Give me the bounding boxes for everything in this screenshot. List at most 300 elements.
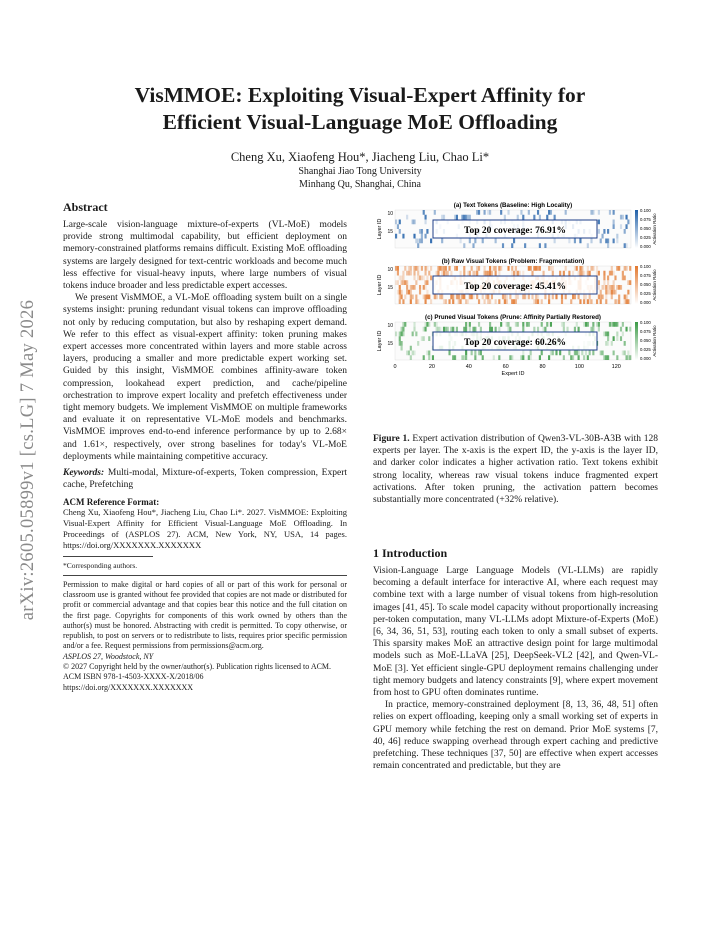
activation-cell (548, 266, 550, 271)
activation-cell (484, 299, 486, 304)
activation-cell (566, 327, 568, 332)
activation-cell (413, 276, 415, 281)
activation-cell (622, 271, 624, 276)
colorbar-tick: 0.075 (640, 273, 651, 279)
activation-cell (410, 266, 412, 271)
activation-cell (417, 271, 419, 276)
activation-cell (410, 290, 412, 295)
x-tick-label: 120 (611, 364, 621, 370)
activation-cell (430, 276, 432, 281)
figure-caption (373, 433, 658, 506)
activation-cell (515, 266, 517, 271)
activation-cell (576, 351, 578, 356)
activation-cell (397, 266, 399, 271)
activation-cell (589, 351, 591, 356)
copyright: © 2027 Copyright held by the owner/author(s). Publication rights licensed to ACM. (63, 662, 332, 672)
activation-cell (572, 295, 574, 300)
activation-cell (614, 276, 616, 281)
activation-cell (454, 266, 456, 271)
colorbar-label-0: Activation Ratio (652, 213, 657, 245)
activation-cell (565, 266, 567, 271)
activation-cell (539, 266, 541, 271)
activation-cell (507, 210, 509, 215)
activation-cell (406, 271, 408, 276)
activation-cell (493, 266, 495, 271)
activation-cell (417, 266, 419, 271)
y-axis-label-1: Layer ID (377, 274, 383, 296)
figure-expert-activation (373, 200, 658, 395)
y-axis-label-0: Layer ID (377, 218, 383, 240)
activation-cell (474, 271, 476, 276)
activation-cell (402, 234, 404, 239)
activation-cell (605, 355, 607, 360)
activation-cell (443, 266, 445, 271)
colorbar-0 (635, 210, 638, 248)
introduction-heading: 1 Introduction (373, 546, 448, 560)
activation-cell (602, 234, 604, 239)
activation-cell (467, 271, 469, 276)
activation-cell (419, 229, 421, 234)
activation-cell (537, 210, 539, 215)
activation-cell (616, 299, 618, 304)
coverage-label-2: Top 20 coverage: 60.26% (463, 338, 567, 348)
activation-cell (611, 271, 613, 276)
activation-cell (426, 290, 428, 295)
x-tick-label: 100 (574, 364, 584, 370)
activation-cell (430, 239, 432, 244)
activation-cell (596, 322, 598, 327)
activation-cell (500, 210, 502, 215)
activation-cell (611, 322, 613, 327)
activation-cell (578, 271, 580, 276)
activation-cell (629, 266, 631, 271)
activation-cell (448, 266, 450, 271)
activation-cell (474, 355, 476, 360)
venue: ASPLOS 27, Woodstock, NY (63, 651, 154, 661)
activation-cell (452, 355, 454, 360)
activation-cell (495, 327, 497, 332)
activation-cell (410, 346, 412, 351)
activation-cell (423, 295, 425, 300)
activation-cell (401, 280, 403, 285)
activation-cell (401, 346, 403, 351)
activation-cell (605, 290, 607, 295)
activation-cell (578, 327, 580, 332)
activation-cell (487, 295, 489, 300)
activation-cell (530, 351, 532, 356)
activation-cell (507, 322, 509, 327)
activation-cell (589, 299, 591, 304)
activation-cell (491, 295, 493, 300)
activation-cell (406, 290, 408, 295)
activation-cell (522, 355, 524, 360)
activation-cell (469, 271, 471, 276)
y-tick-label: 10 (387, 323, 393, 329)
activation-cell (489, 299, 491, 304)
activation-cell (428, 295, 430, 300)
activation-cell (579, 299, 581, 304)
activation-cell (476, 266, 478, 271)
activation-cell (614, 299, 616, 304)
activation-cell (463, 327, 465, 332)
activation-cell (627, 290, 629, 295)
colorbar-tick: 0.025 (640, 291, 651, 297)
activation-cell (519, 271, 521, 276)
activation-cell (491, 327, 493, 332)
activation-cell (404, 266, 406, 271)
activation-cell (613, 280, 615, 285)
activation-cell (408, 290, 410, 295)
activation-cell (423, 285, 425, 290)
activation-cell (541, 299, 543, 304)
activation-cell (474, 351, 476, 356)
activation-cell (622, 276, 624, 281)
activation-cell (430, 266, 432, 271)
activation-cell (515, 322, 517, 327)
activation-cell (574, 239, 576, 244)
activation-cell (600, 295, 602, 300)
activation-cell (531, 271, 533, 276)
activation-cell (472, 243, 474, 248)
activation-cell (618, 285, 620, 290)
colorbar-tick: 0.075 (640, 329, 651, 335)
activation-cell (498, 355, 500, 360)
activation-cell (408, 266, 410, 271)
activation-cell (485, 295, 487, 300)
activation-cell (399, 276, 401, 281)
activation-cell (583, 322, 585, 327)
x-tick-label: 40 (465, 364, 472, 370)
activation-cell (587, 299, 589, 304)
activation-cell (537, 266, 539, 271)
activation-cell (622, 215, 624, 220)
activation-cell (478, 299, 480, 304)
activation-cell (421, 239, 423, 244)
activation-cell (487, 271, 489, 276)
activation-cell (603, 285, 605, 290)
activation-cell (517, 215, 519, 220)
activation-cell (537, 295, 539, 300)
activation-cell (410, 299, 412, 304)
activation-cell (611, 295, 613, 300)
colorbar-tick: 0.050 (640, 338, 651, 344)
activation-cell (500, 266, 502, 271)
left-column (63, 200, 347, 693)
activation-cell (419, 285, 421, 290)
activation-cell (413, 271, 415, 276)
activation-cell (607, 332, 609, 337)
y-axis-label-2: Layer ID (377, 330, 383, 352)
activation-cell (572, 355, 574, 360)
activation-cell (524, 295, 526, 300)
activation-cell (600, 299, 602, 304)
activation-cell (568, 239, 570, 244)
activation-cell (489, 210, 491, 215)
activation-cell (603, 271, 605, 276)
activation-cell (528, 295, 530, 300)
activation-cell (472, 271, 474, 276)
activation-cell (434, 210, 436, 215)
activation-cell (559, 271, 561, 276)
activation-cell (613, 351, 615, 356)
activation-cell (469, 215, 471, 220)
activation-cell (415, 239, 417, 244)
activation-cell (578, 351, 580, 356)
activation-cell (517, 295, 519, 300)
caption-label: Figure 1. (373, 434, 410, 444)
activation-cell (592, 210, 594, 215)
colorbar-tick: 0.075 (640, 217, 651, 223)
activation-cell (402, 322, 404, 327)
activation-cell (603, 280, 605, 285)
abstract-paragraph-1: Large-scale vision-language mixture-of-experts (VL-MoE) models provide strong multimodal capability, but efficient deployment on memory-constrained platforms remains difficult. Existing MoE offloading systems are largely designed for text-centric workloads and become much less effective for visual-heavy inputs, where large numbers of visual tokens induce broader and less predictable expert accesses. (63, 220, 347, 292)
activation-cell (629, 327, 631, 332)
activation-cell (627, 351, 629, 356)
activation-cell (401, 327, 403, 332)
activation-cell (395, 234, 397, 239)
activation-cell (399, 332, 401, 337)
activation-cell (548, 295, 550, 300)
activation-cell (602, 295, 604, 300)
activation-cell (417, 243, 419, 248)
activation-cell (563, 271, 565, 276)
activation-cell (596, 266, 598, 271)
activation-cell (603, 229, 605, 234)
isbn: ACM ISBN 978-1-4503-XXXX-X/2018/06 (63, 672, 204, 682)
activation-cell (598, 285, 600, 290)
activation-cell (489, 327, 491, 332)
activation-cell (439, 295, 441, 300)
activation-cell (450, 327, 452, 332)
activation-cell (583, 295, 585, 300)
activation-cell (417, 341, 419, 346)
activation-cell (563, 327, 565, 332)
activation-cell (406, 215, 408, 220)
activation-cell (401, 332, 403, 337)
activation-cell (425, 295, 427, 300)
activation-cell (622, 322, 624, 327)
activation-cell (605, 295, 607, 300)
activation-cell (441, 215, 443, 220)
activation-cell (415, 280, 417, 285)
activation-cell (561, 322, 563, 327)
activation-cell (598, 210, 600, 215)
activation-cell (421, 336, 423, 341)
activation-cell (423, 336, 425, 341)
activation-cell (613, 210, 615, 215)
activation-cell (546, 322, 548, 327)
activation-cell (613, 285, 615, 290)
paper-title (60, 82, 660, 136)
activation-cell (605, 341, 607, 346)
activation-cell (583, 271, 585, 276)
activation-cell (624, 243, 626, 248)
activation-cell (603, 332, 605, 337)
activation-cell (401, 276, 403, 281)
activation-cell (421, 266, 423, 271)
doi-link[interactable]: https://doi.org/XXXXXXX.XXXXXXX (63, 682, 194, 692)
activation-cell (465, 355, 467, 360)
activation-cell (484, 271, 486, 276)
activation-cell (395, 280, 397, 285)
activation-cell (443, 271, 445, 276)
activation-cell (539, 215, 541, 220)
activation-cell (406, 351, 408, 356)
activation-cell (625, 295, 627, 300)
activation-cell (463, 355, 465, 360)
activation-cell (487, 210, 489, 215)
activation-cell (509, 295, 511, 300)
activation-cell (498, 327, 500, 332)
activation-cell (482, 239, 484, 244)
activation-cell (607, 229, 609, 234)
activation-cell (522, 215, 524, 220)
activation-cell (613, 271, 615, 276)
activation-cell (472, 327, 474, 332)
x-tick-label: 20 (428, 364, 435, 370)
activation-cell (618, 299, 620, 304)
activation-cell (598, 280, 600, 285)
activation-cell (578, 295, 580, 300)
activation-cell (423, 276, 425, 281)
x-tick-label: 0 (393, 364, 397, 370)
x-axis-label: Expert ID (501, 371, 525, 377)
activation-cell (461, 295, 463, 300)
activation-cell (607, 290, 609, 295)
activation-cell (436, 327, 438, 332)
activation-cell (526, 322, 528, 327)
activation-cell (618, 295, 620, 300)
activation-cell (439, 266, 441, 271)
colorbar-label-1: Activation Ratio (652, 269, 657, 301)
affiliation-location: Minhang Qu, Shanghai, China (299, 179, 421, 190)
activation-cell (412, 332, 414, 337)
activation-cell (587, 271, 589, 276)
arxiv-identifier[interactable]: arXiv:2605.05899v1 [cs.LG] 7 May 2026 (18, 299, 38, 621)
activation-cell (561, 295, 563, 300)
activation-cell (607, 239, 609, 244)
activation-cell (412, 295, 414, 300)
colorbar-tick: 0.025 (640, 235, 651, 241)
activation-cell (399, 229, 401, 234)
activation-cell (401, 341, 403, 346)
activation-cell (447, 327, 449, 332)
permission-rule (63, 575, 347, 576)
coverage-label-1: Top 20 coverage: 45.41% (463, 282, 567, 292)
acm-reference-heading: ACM Reference Format: (63, 497, 160, 508)
activation-cell (629, 280, 631, 285)
activation-cell (415, 295, 417, 300)
activation-cell (425, 285, 427, 290)
affiliation-institution: Shanghai Jiao Tong University (298, 166, 422, 177)
activation-cell (408, 271, 410, 276)
activation-cell (524, 243, 526, 248)
activation-cell (460, 239, 462, 244)
activation-cell (613, 290, 615, 295)
colorbar-tick: 0.100 (640, 208, 651, 213)
activation-cell (415, 332, 417, 337)
activation-cell (436, 271, 438, 276)
panel-title-2: (c) Pruned Visual Tokens (Prune: Affinity Partially Restored) (425, 314, 601, 321)
activation-cell (395, 332, 397, 337)
activation-cell (609, 271, 611, 276)
activation-cell (576, 266, 578, 271)
activation-cell (625, 215, 627, 220)
activation-cell (423, 327, 425, 332)
activation-cell (432, 355, 434, 360)
activation-cell (417, 299, 419, 304)
activation-cell (590, 266, 592, 271)
activation-cell (493, 355, 495, 360)
activation-cell (428, 355, 430, 360)
activation-cell (625, 243, 627, 248)
activation-cell (460, 299, 462, 304)
activation-cell (572, 271, 574, 276)
activation-cell (450, 271, 452, 276)
activation-cell (421, 276, 423, 281)
activation-cell (616, 355, 618, 360)
activation-cell (624, 351, 626, 356)
activation-cell (443, 215, 445, 220)
activation-cell (517, 271, 519, 276)
activation-cell (625, 224, 627, 229)
activation-cell (413, 351, 415, 356)
activation-cell (552, 295, 554, 300)
activation-cell (589, 271, 591, 276)
activation-cell (539, 243, 541, 248)
activation-cell (550, 266, 552, 271)
activation-cell (552, 351, 554, 356)
activation-cell (426, 229, 428, 234)
activation-cell (474, 239, 476, 244)
activation-cell (465, 327, 467, 332)
activation-cell (428, 336, 430, 341)
activation-cell (463, 215, 465, 220)
activation-cell (506, 295, 508, 300)
activation-cell (498, 271, 500, 276)
activation-cell (605, 285, 607, 290)
activation-cell (426, 322, 428, 327)
activation-cell (585, 322, 587, 327)
activation-cell (454, 215, 456, 220)
activation-cell (443, 327, 445, 332)
activation-cell (413, 220, 415, 225)
activation-cell (506, 299, 508, 304)
activation-cell (502, 295, 504, 300)
activation-cell (469, 327, 471, 332)
activation-cell (474, 327, 476, 332)
activation-cell (563, 322, 565, 327)
activation-cell (598, 295, 600, 300)
activation-cell (531, 295, 533, 300)
activation-cell (592, 266, 594, 271)
activation-cell (401, 290, 403, 295)
activation-cell (616, 266, 618, 271)
activation-cell (425, 266, 427, 271)
activation-cell (537, 299, 539, 304)
activation-cell (596, 271, 598, 276)
activation-cell (504, 215, 506, 220)
activation-cell (500, 322, 502, 327)
activation-cell (515, 295, 517, 300)
activation-cell (555, 351, 557, 356)
activation-cell (620, 224, 622, 229)
activation-cell (530, 355, 532, 360)
activation-cell (406, 285, 408, 290)
activation-cell (482, 295, 484, 300)
activation-cell (607, 341, 609, 346)
activation-cell (616, 332, 618, 337)
